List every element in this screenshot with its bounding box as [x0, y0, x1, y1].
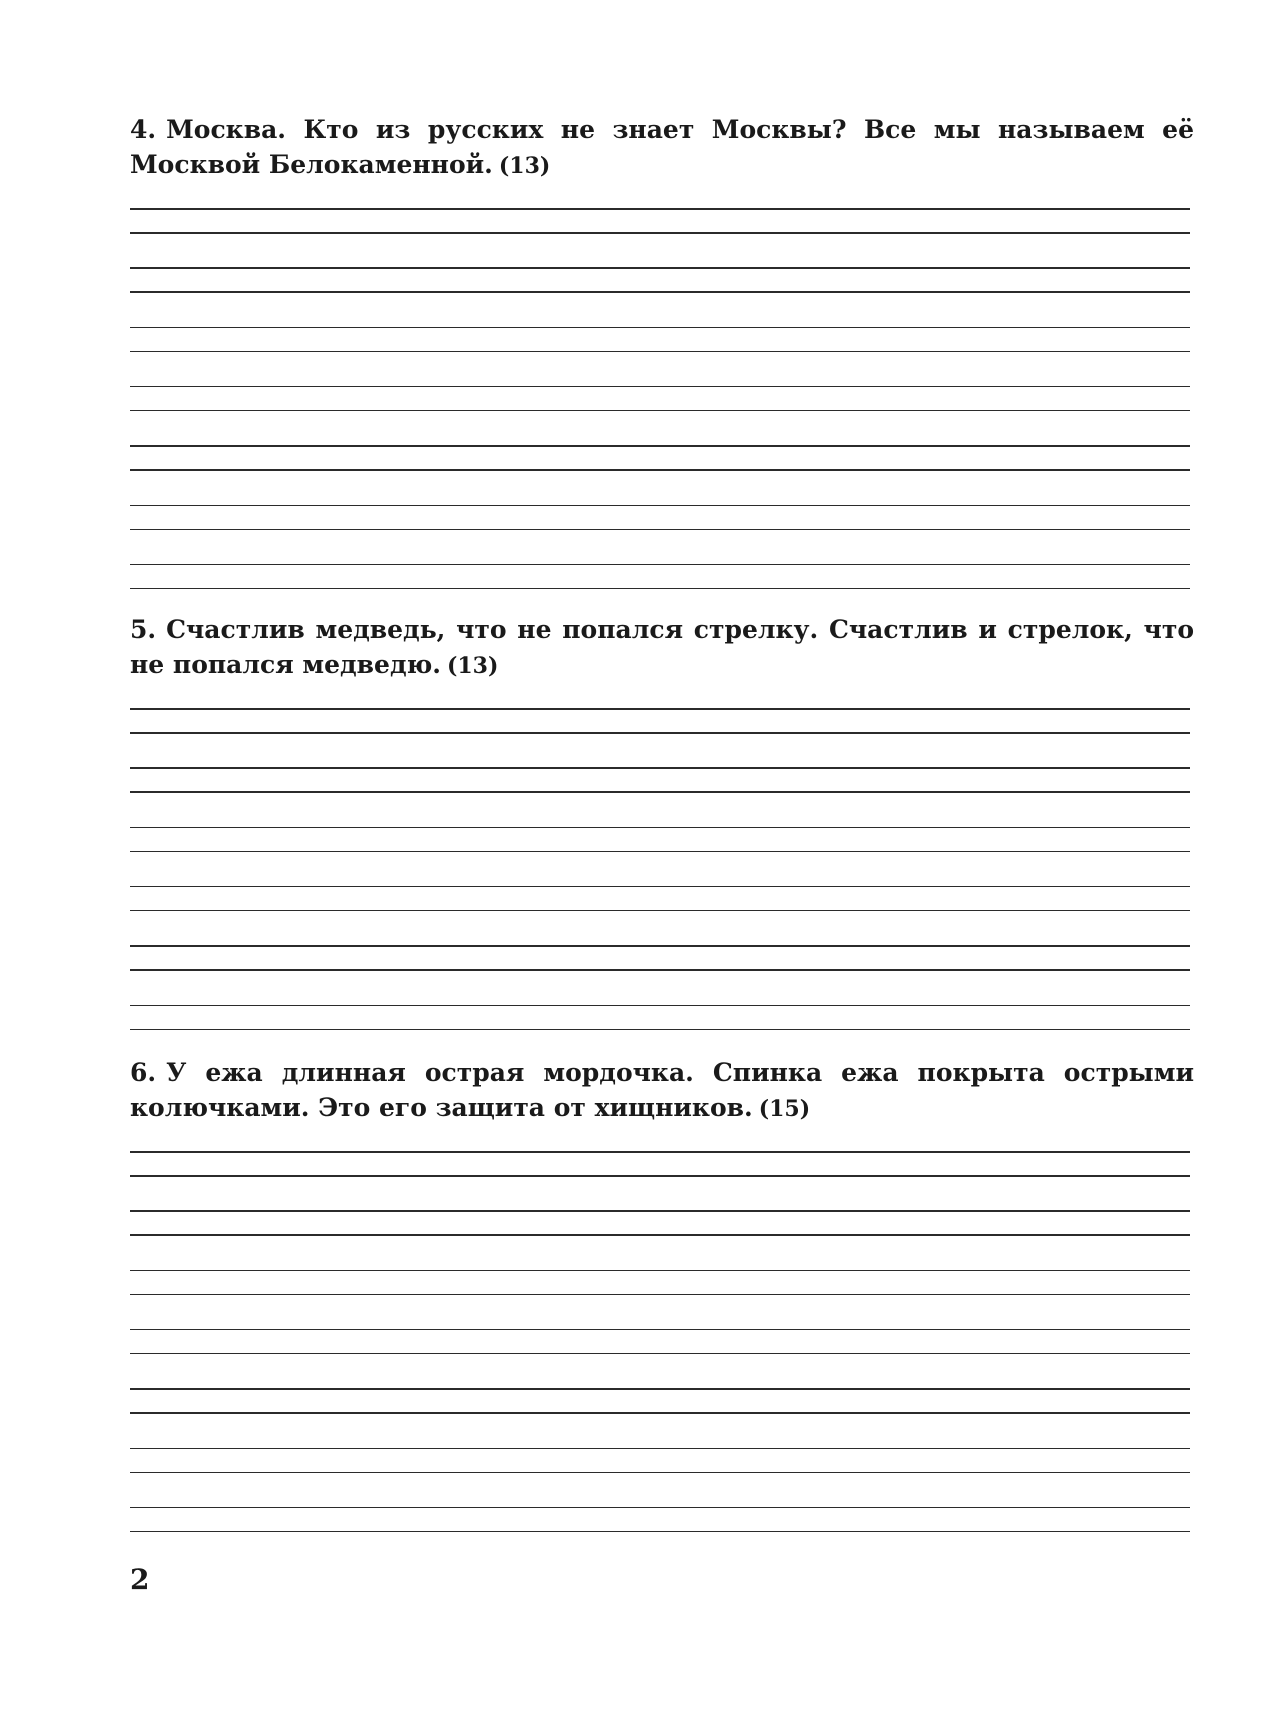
writing-line	[130, 851, 1190, 853]
writing-line	[130, 505, 1190, 507]
writing-line	[130, 469, 1190, 471]
task-4-text-block	[130, 112, 1194, 184]
writing-line	[130, 1210, 1190, 1212]
page-number: 2	[130, 1563, 150, 1596]
writing-line	[130, 767, 1190, 769]
writing-line	[130, 1234, 1190, 1236]
task-5	[130, 612, 1194, 684]
writing-line	[130, 1175, 1190, 1177]
writing-line	[130, 708, 1190, 710]
writing-line	[130, 351, 1190, 353]
writing-line	[130, 1507, 1190, 1509]
writing-line	[130, 1472, 1190, 1474]
task-5-text-block	[130, 612, 1194, 684]
task-6-text-block	[130, 1055, 1194, 1127]
writing-line	[130, 969, 1190, 971]
writing-line	[130, 1531, 1190, 1533]
writing-line	[130, 386, 1190, 388]
writing-line	[130, 945, 1190, 947]
task-sentence: Москва. Кто из русских не знает Москвы? Все мы называем её Москвой Белокаменной.	[130, 115, 1194, 179]
writing-line	[130, 1270, 1190, 1272]
points-badge: (15)	[758, 1096, 811, 1122]
writing-line	[130, 886, 1190, 888]
writing-line	[130, 588, 1190, 590]
task-number: 6.	[130, 1058, 157, 1087]
writing-line	[130, 1353, 1190, 1355]
writing-line	[130, 910, 1190, 912]
points-badge: (13)	[446, 653, 499, 679]
writing-line	[130, 1029, 1190, 1031]
task-sentence: У ежа длинная острая мордочка. Спинка ежа покрыта острыми колючками. Это его защита от хищников.	[130, 1058, 1194, 1122]
task-number: 4.	[130, 115, 157, 144]
writing-line	[130, 1294, 1190, 1296]
points-badge: (13)	[498, 153, 551, 179]
writing-line	[130, 208, 1190, 210]
task-sentence: Счастлив медведь, что не попался стрелку. Счастлив и стрелок, что не попался медведю.	[130, 615, 1194, 679]
writing-line	[130, 267, 1190, 269]
writing-line	[130, 791, 1190, 793]
writing-line	[130, 1329, 1190, 1331]
writing-line	[130, 529, 1190, 531]
writing-line	[130, 1388, 1190, 1390]
writing-line	[130, 232, 1190, 234]
writing-line	[130, 1151, 1190, 1153]
writing-line	[130, 445, 1190, 447]
task-number: 5.	[130, 615, 157, 644]
writing-line	[130, 827, 1190, 829]
writing-line	[130, 327, 1190, 329]
writing-line	[130, 732, 1190, 734]
writing-line	[130, 564, 1190, 566]
writing-line	[130, 291, 1190, 293]
writing-line	[130, 1448, 1190, 1450]
task-4	[130, 112, 1194, 184]
writing-line	[130, 410, 1190, 412]
writing-line	[130, 1005, 1190, 1007]
task-6	[130, 1055, 1194, 1127]
writing-line	[130, 1412, 1190, 1414]
